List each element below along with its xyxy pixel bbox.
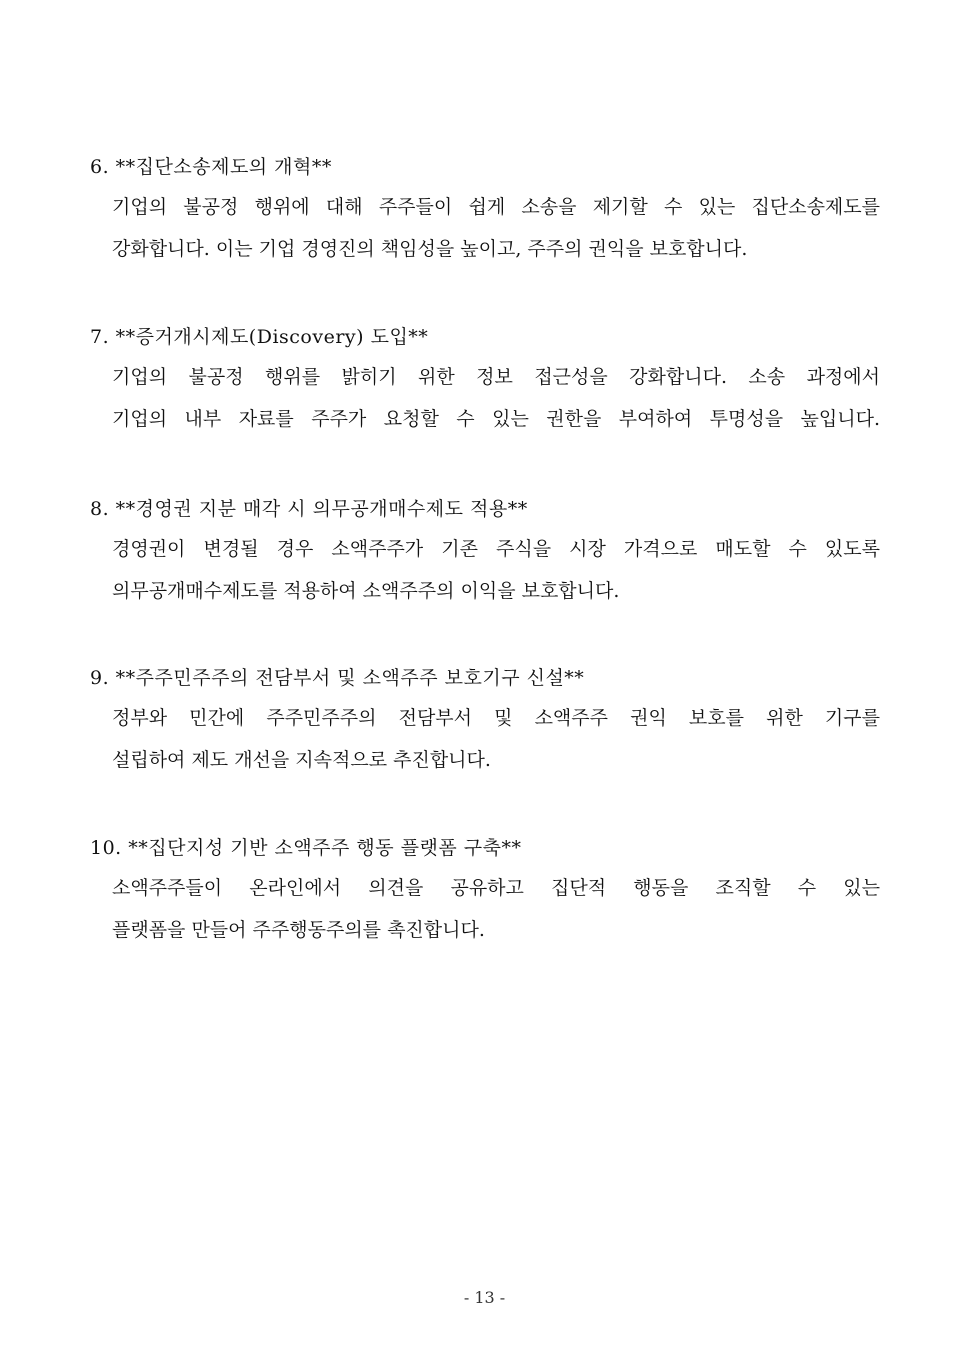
section-body-line: 기업의 불공정 행위에 대해 주주들이 쉽게 소송을 제기할 수 있는 집단소송제도를	[112, 196, 880, 218]
section-heading: 10. **집단지성 기반 소액주주 행동 플랫폼 구축**	[90, 837, 522, 859]
section-heading: 8. **경영권 지분 매각 시 의무공개매수제도 적용**	[90, 498, 528, 520]
section-body-line: 의무공개매수제도를 적용하여 소액주주의 이익을 보호합니다.	[112, 580, 620, 602]
section-heading: 7. **증거개시제도(Discovery) 도입**	[90, 326, 429, 348]
section-body-line: 소액주주들이 온라인에서 의견을 공유하고 집단적 행동을 조직할 수 있는	[112, 877, 880, 899]
section-body-line: 강화합니다. 이는 기업 경영진의 책임성을 높이고, 주주의 권익을 보호합니다.	[112, 238, 748, 260]
section-6	[90, 152, 890, 264]
section-body-line: 설립하여 제도 개선을 지속적으로 추진합니다.	[112, 749, 491, 771]
page-number: - 13 -	[463, 1288, 506, 1307]
section-body-line: 정부와 민간에 주주민주주의 전담부서 및 소액주주 권익 보호를 위한 기구를	[112, 707, 880, 729]
section-heading: 6. **집단소송제도의 개혁**	[90, 156, 332, 178]
section-body-line: 기업의 불공정 행위를 밝히기 위한 정보 접근성을 강화합니다. 소송 과정에서	[112, 366, 880, 388]
section-heading: 9. **주주민주주의 전담부서 및 소액주주 보호기구 신설**	[90, 667, 585, 689]
section-body-line: 플랫폼을 만들어 주주행동주의를 촉진합니다.	[112, 919, 485, 941]
section-body-line: 기업의 내부 자료를 주주가 요청할 수 있는 권한을 부여하여 투명성을 높입니다.	[112, 408, 880, 430]
section-8	[90, 494, 890, 606]
section-10	[90, 833, 890, 945]
section-7	[90, 322, 890, 434]
section-9	[90, 663, 890, 775]
section-body-line: 경영권이 변경될 경우 소액주주가 기존 주식을 시장 가격으로 매도할 수 있도록	[112, 538, 880, 560]
